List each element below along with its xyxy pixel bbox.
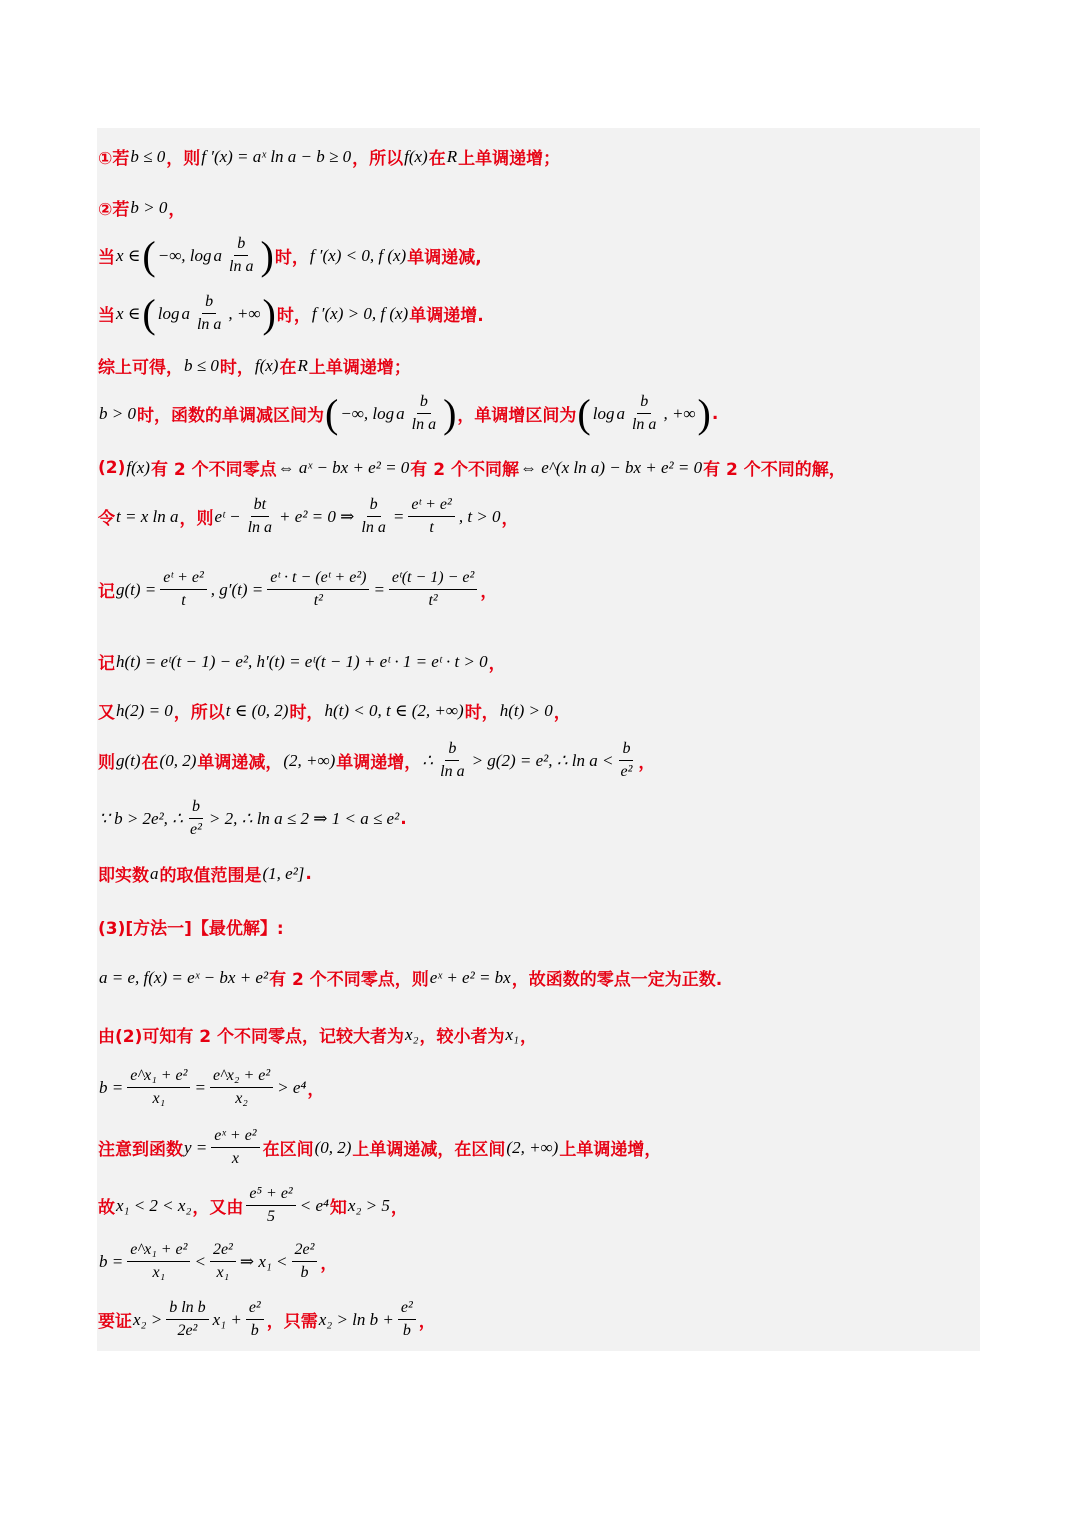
math: > 2, ∴ ln a ≤ 2 ⇒ 1 < a ≤ e² bbox=[208, 808, 400, 828]
denominator: x₁ bbox=[152, 1264, 166, 1281]
math: x₁ < 2 < x₂ bbox=[116, 1195, 192, 1215]
text: . bbox=[305, 863, 312, 884]
text: ，所以 bbox=[173, 703, 225, 723]
denominator: t² bbox=[428, 592, 438, 609]
math: R bbox=[446, 146, 458, 166]
math: f(x) bbox=[254, 355, 279, 375]
math: f(x) bbox=[126, 457, 150, 477]
math: b = bbox=[99, 1251, 124, 1271]
fraction bbox=[245, 495, 275, 538]
math: a bbox=[181, 303, 190, 323]
text: ②若 bbox=[98, 200, 130, 220]
numerator: e^x₂ + e² bbox=[210, 1066, 273, 1088]
math: b > 0 bbox=[130, 197, 168, 217]
math: x ∈ bbox=[116, 303, 141, 323]
fraction bbox=[409, 392, 439, 435]
line-16 bbox=[98, 965, 722, 990]
numerator: b bbox=[234, 234, 248, 256]
numerator: b bbox=[367, 495, 381, 517]
math: (1, e²] bbox=[262, 863, 305, 883]
math: ∴ bbox=[422, 750, 434, 770]
text: ，则 bbox=[166, 149, 201, 169]
math: b = bbox=[99, 1077, 124, 1097]
math: log bbox=[592, 403, 615, 423]
text: 时， bbox=[289, 703, 324, 723]
fraction bbox=[437, 739, 467, 782]
math: x₁ bbox=[505, 1024, 519, 1044]
text: ， bbox=[501, 509, 519, 529]
math: t = x ln a bbox=[116, 506, 179, 526]
fraction bbox=[408, 495, 454, 538]
text: ， bbox=[488, 654, 506, 674]
text: 又 bbox=[98, 703, 115, 723]
denominator: 5 bbox=[267, 1208, 276, 1225]
section-heading: (3)[方法一]【最优解】: bbox=[98, 919, 284, 939]
text: 有 2 个不同零点 bbox=[150, 460, 277, 480]
numerator: e⁵ + e² bbox=[246, 1184, 295, 1206]
numerator: eᵗ + e² bbox=[160, 568, 206, 590]
fraction bbox=[389, 568, 477, 611]
text: 在 bbox=[141, 753, 159, 773]
denominator: x₂ bbox=[235, 1090, 248, 1107]
math: eˣ + e² = bx bbox=[429, 967, 511, 987]
text: ，只需 bbox=[266, 1312, 318, 1332]
fraction bbox=[226, 234, 256, 277]
math: ⇔ aˣ − bx + e² = 0 bbox=[277, 457, 410, 477]
math: f ′(x) = aˣ ln a − b ≥ 0 bbox=[201, 146, 352, 166]
line-9 bbox=[98, 568, 497, 611]
math: x₁ + bbox=[212, 1309, 242, 1329]
fraction bbox=[398, 1298, 416, 1341]
math: b ≤ 0 bbox=[130, 146, 166, 166]
numerator: eᵗ + e² bbox=[408, 495, 454, 517]
math: = bbox=[194, 1077, 206, 1097]
math: h(t) = eᵗ(t − 1) − e², h′(t) = eᵗ(t − 1) + eᵗ · 1 = eᵗ · t > 0 bbox=[116, 651, 488, 671]
text: 要证 bbox=[98, 1312, 132, 1332]
line-5 bbox=[98, 353, 411, 378]
text: 注意到函数 bbox=[98, 1140, 183, 1160]
text: 当 bbox=[98, 248, 115, 268]
text: ， bbox=[320, 1254, 338, 1274]
text: ，又由 bbox=[192, 1198, 244, 1218]
math: = bbox=[392, 506, 405, 526]
text: 单调递增， bbox=[336, 753, 422, 773]
math: , t > 0 bbox=[458, 506, 501, 526]
math: , +∞ bbox=[228, 303, 261, 323]
math: a bbox=[396, 403, 405, 423]
math: −∞, log bbox=[340, 403, 395, 423]
denominator: 2e² bbox=[177, 1322, 198, 1339]
line-18 bbox=[98, 1066, 324, 1109]
denominator: ln a bbox=[631, 416, 657, 433]
numerator: b bbox=[189, 797, 203, 819]
line-8 bbox=[98, 495, 519, 538]
text: 故 bbox=[98, 1198, 115, 1218]
paren-left: ( bbox=[577, 390, 591, 436]
text: 在区间 bbox=[262, 1140, 314, 1160]
text: 有 2 个不同的解， bbox=[703, 460, 846, 480]
math: x ∈ bbox=[116, 245, 141, 265]
text: 知 bbox=[329, 1198, 347, 1218]
denominator: t bbox=[181, 592, 186, 609]
text: 令 bbox=[98, 509, 115, 529]
text: 的取值范围是 bbox=[159, 866, 262, 886]
text: ，则 bbox=[179, 509, 214, 529]
numerator: 2e² bbox=[292, 1240, 318, 1262]
text: ，较小者为 bbox=[419, 1027, 505, 1047]
numerator: b bbox=[445, 739, 459, 761]
line-10 bbox=[98, 649, 506, 674]
numerator: bt bbox=[251, 495, 269, 517]
denominator: x bbox=[231, 1150, 239, 1167]
denominator: x₁ bbox=[152, 1090, 166, 1107]
denominator: e² bbox=[190, 821, 202, 838]
math: f ′(x) < 0, f (x) bbox=[309, 245, 407, 265]
math: b ≤ 0 bbox=[184, 355, 219, 375]
text: 上单调递增； bbox=[458, 149, 561, 169]
line-11 bbox=[98, 698, 571, 723]
fraction bbox=[629, 392, 659, 435]
paren-left: ( bbox=[324, 390, 339, 436]
denominator: ln a bbox=[247, 519, 273, 536]
text: (2) bbox=[98, 457, 126, 478]
line-1 bbox=[98, 144, 560, 169]
math: b > 0 bbox=[99, 403, 136, 423]
text: ， bbox=[638, 753, 656, 773]
math: + e² = 0 ⇒ bbox=[279, 506, 355, 526]
numerator: e^x₁ + e² bbox=[127, 1240, 190, 1262]
math: (0, 2) bbox=[159, 750, 197, 770]
text: ， bbox=[390, 1198, 408, 1218]
fraction bbox=[211, 1126, 259, 1169]
math: x₂ > bbox=[133, 1309, 163, 1329]
denominator: e² bbox=[620, 763, 633, 780]
text: . bbox=[400, 808, 407, 829]
text: 有 2 个不同解 bbox=[410, 460, 519, 480]
math: y = bbox=[184, 1137, 208, 1157]
text: 时， bbox=[274, 248, 309, 268]
fraction bbox=[292, 1240, 318, 1283]
math: > e⁴ bbox=[277, 1077, 307, 1097]
denominator: b bbox=[250, 1322, 259, 1339]
fraction bbox=[160, 568, 206, 611]
fraction bbox=[246, 1298, 264, 1341]
text: 当 bbox=[98, 306, 115, 326]
numerator: 2e² bbox=[210, 1240, 236, 1262]
math: eᵗ − bbox=[214, 506, 241, 526]
math: g(t) = bbox=[116, 579, 157, 599]
math: a bbox=[150, 863, 159, 883]
numerator: e² bbox=[246, 1298, 264, 1320]
text: 单调递增. bbox=[409, 306, 484, 326]
fraction bbox=[166, 1298, 208, 1341]
math: h(t) > 0 bbox=[499, 700, 553, 720]
math: ⇒ x₁ < bbox=[239, 1251, 288, 1271]
math: log bbox=[157, 303, 180, 323]
text: ， bbox=[418, 1312, 436, 1332]
line-12 bbox=[98, 739, 655, 782]
line-19 bbox=[98, 1126, 661, 1169]
text: ，单调增区间为 bbox=[457, 406, 577, 426]
text: 上单调递增， bbox=[559, 1140, 662, 1160]
numerator: e^x₁ + e² bbox=[127, 1066, 190, 1088]
text: 由(2)可知有 2 个不同零点，记较大者为 bbox=[98, 1027, 405, 1047]
denominator: t bbox=[429, 519, 434, 536]
text: 单调递减， bbox=[197, 753, 283, 773]
math: a = e, f(x) = eˣ − bx + e² bbox=[99, 967, 269, 987]
text: ， bbox=[553, 703, 571, 723]
text: ， bbox=[519, 1027, 537, 1047]
text: 在 bbox=[279, 358, 297, 378]
fraction bbox=[127, 1066, 190, 1109]
math: (2, +∞) bbox=[283, 750, 336, 770]
denominator: ln a bbox=[196, 316, 222, 333]
line-6 bbox=[98, 392, 718, 435]
math: h(2) = 0 bbox=[116, 700, 173, 720]
paren-right: ) bbox=[443, 390, 457, 436]
text: 记 bbox=[98, 582, 115, 602]
numerator: b bbox=[202, 292, 216, 314]
text: . bbox=[711, 403, 719, 424]
fraction bbox=[358, 495, 388, 538]
numerator: eᵗ · t − (eᵗ + e²) bbox=[267, 568, 369, 590]
text: ， bbox=[168, 200, 186, 220]
text: 上单调递减，在区间 bbox=[352, 1140, 506, 1160]
text: 有 2 个不同零点，则 bbox=[269, 970, 429, 990]
denominator: t² bbox=[313, 592, 323, 609]
fraction bbox=[194, 292, 224, 335]
math: < e⁴ bbox=[299, 1195, 329, 1215]
math: ⇔ e^(x ln a) − bx + e² = 0 bbox=[519, 457, 703, 477]
text: ， bbox=[307, 1080, 325, 1100]
line-22 bbox=[98, 1298, 436, 1341]
numerator: eᵗ(t − 1) − e² bbox=[389, 568, 477, 590]
text: ①若 bbox=[98, 149, 130, 169]
numerator: b bbox=[417, 392, 431, 414]
math: > g(2) = e², ∴ ln a < bbox=[471, 750, 614, 770]
text: 单调递减, bbox=[407, 248, 482, 268]
math: f(x) bbox=[404, 146, 428, 166]
line-14 bbox=[98, 861, 312, 886]
math: (0, 2) bbox=[314, 1137, 352, 1157]
math: t ∈ (0, 2) bbox=[225, 700, 289, 720]
math: x₂ > ln b + bbox=[318, 1309, 394, 1329]
denominator: b bbox=[402, 1322, 411, 1339]
math: a bbox=[213, 245, 223, 265]
denominator: b bbox=[300, 1264, 309, 1281]
math: < bbox=[194, 1251, 206, 1271]
fraction bbox=[267, 568, 369, 611]
fraction bbox=[210, 1066, 273, 1109]
math: h(t) < 0, t ∈ (2, +∞) bbox=[324, 700, 464, 720]
paren-left: ( bbox=[142, 232, 156, 278]
line-20 bbox=[98, 1184, 408, 1227]
denominator: x₁ bbox=[216, 1264, 230, 1281]
paren-right: ) bbox=[260, 232, 274, 278]
paren-right: ) bbox=[262, 290, 276, 336]
math: , g′(t) = bbox=[210, 579, 264, 599]
fraction bbox=[618, 739, 636, 782]
line-3 bbox=[98, 234, 482, 277]
math: R bbox=[297, 355, 308, 375]
fraction bbox=[187, 797, 205, 840]
numerator: b ln b bbox=[166, 1298, 208, 1320]
paren-left: ( bbox=[142, 290, 156, 336]
math: −∞, log bbox=[157, 245, 212, 265]
line-2 bbox=[98, 195, 185, 220]
text: ， bbox=[480, 582, 498, 602]
text: 则 bbox=[98, 753, 115, 773]
fraction bbox=[127, 1240, 190, 1283]
line-13 bbox=[98, 797, 407, 840]
denominator: ln a bbox=[229, 258, 254, 275]
text: 时， bbox=[219, 358, 254, 378]
math: ∵ b > 2e², ∴ bbox=[99, 808, 183, 828]
numerator: b bbox=[637, 392, 651, 414]
text: 即实数 bbox=[98, 866, 149, 886]
math: , +∞ bbox=[663, 403, 696, 423]
line-7 bbox=[98, 455, 846, 480]
math: a bbox=[616, 403, 625, 423]
line-4 bbox=[98, 292, 484, 335]
fraction bbox=[210, 1240, 236, 1283]
fraction bbox=[246, 1184, 295, 1227]
text: 在 bbox=[428, 149, 446, 169]
text: 时， bbox=[464, 703, 499, 723]
denominator: ln a bbox=[361, 519, 386, 536]
text: 时， bbox=[276, 306, 311, 326]
text: 时，函数的单调减区间为 bbox=[136, 406, 324, 426]
denominator: ln a bbox=[440, 763, 465, 780]
math: = bbox=[373, 579, 385, 599]
text: ，故函数的零点一定为正数. bbox=[511, 970, 723, 990]
denominator: ln a bbox=[411, 416, 437, 433]
text: ，所以 bbox=[352, 149, 404, 169]
paren-right: ) bbox=[697, 390, 711, 436]
math: x₂ bbox=[405, 1024, 419, 1044]
text: 记 bbox=[98, 654, 115, 674]
math: x₂ > 5 bbox=[347, 1195, 390, 1215]
line-21 bbox=[98, 1240, 337, 1283]
text: 上单调递增； bbox=[308, 358, 411, 378]
math: g(t) bbox=[116, 750, 141, 770]
numerator: eˣ + e² bbox=[211, 1126, 259, 1148]
line-15 bbox=[98, 914, 284, 939]
numerator: e² bbox=[398, 1298, 416, 1320]
math: f ′(x) > 0, f (x) bbox=[311, 303, 409, 323]
line-17 bbox=[98, 1022, 537, 1047]
numerator: b bbox=[619, 739, 633, 761]
text: 综上可得， bbox=[98, 358, 183, 378]
math: (2, +∞) bbox=[506, 1137, 559, 1157]
